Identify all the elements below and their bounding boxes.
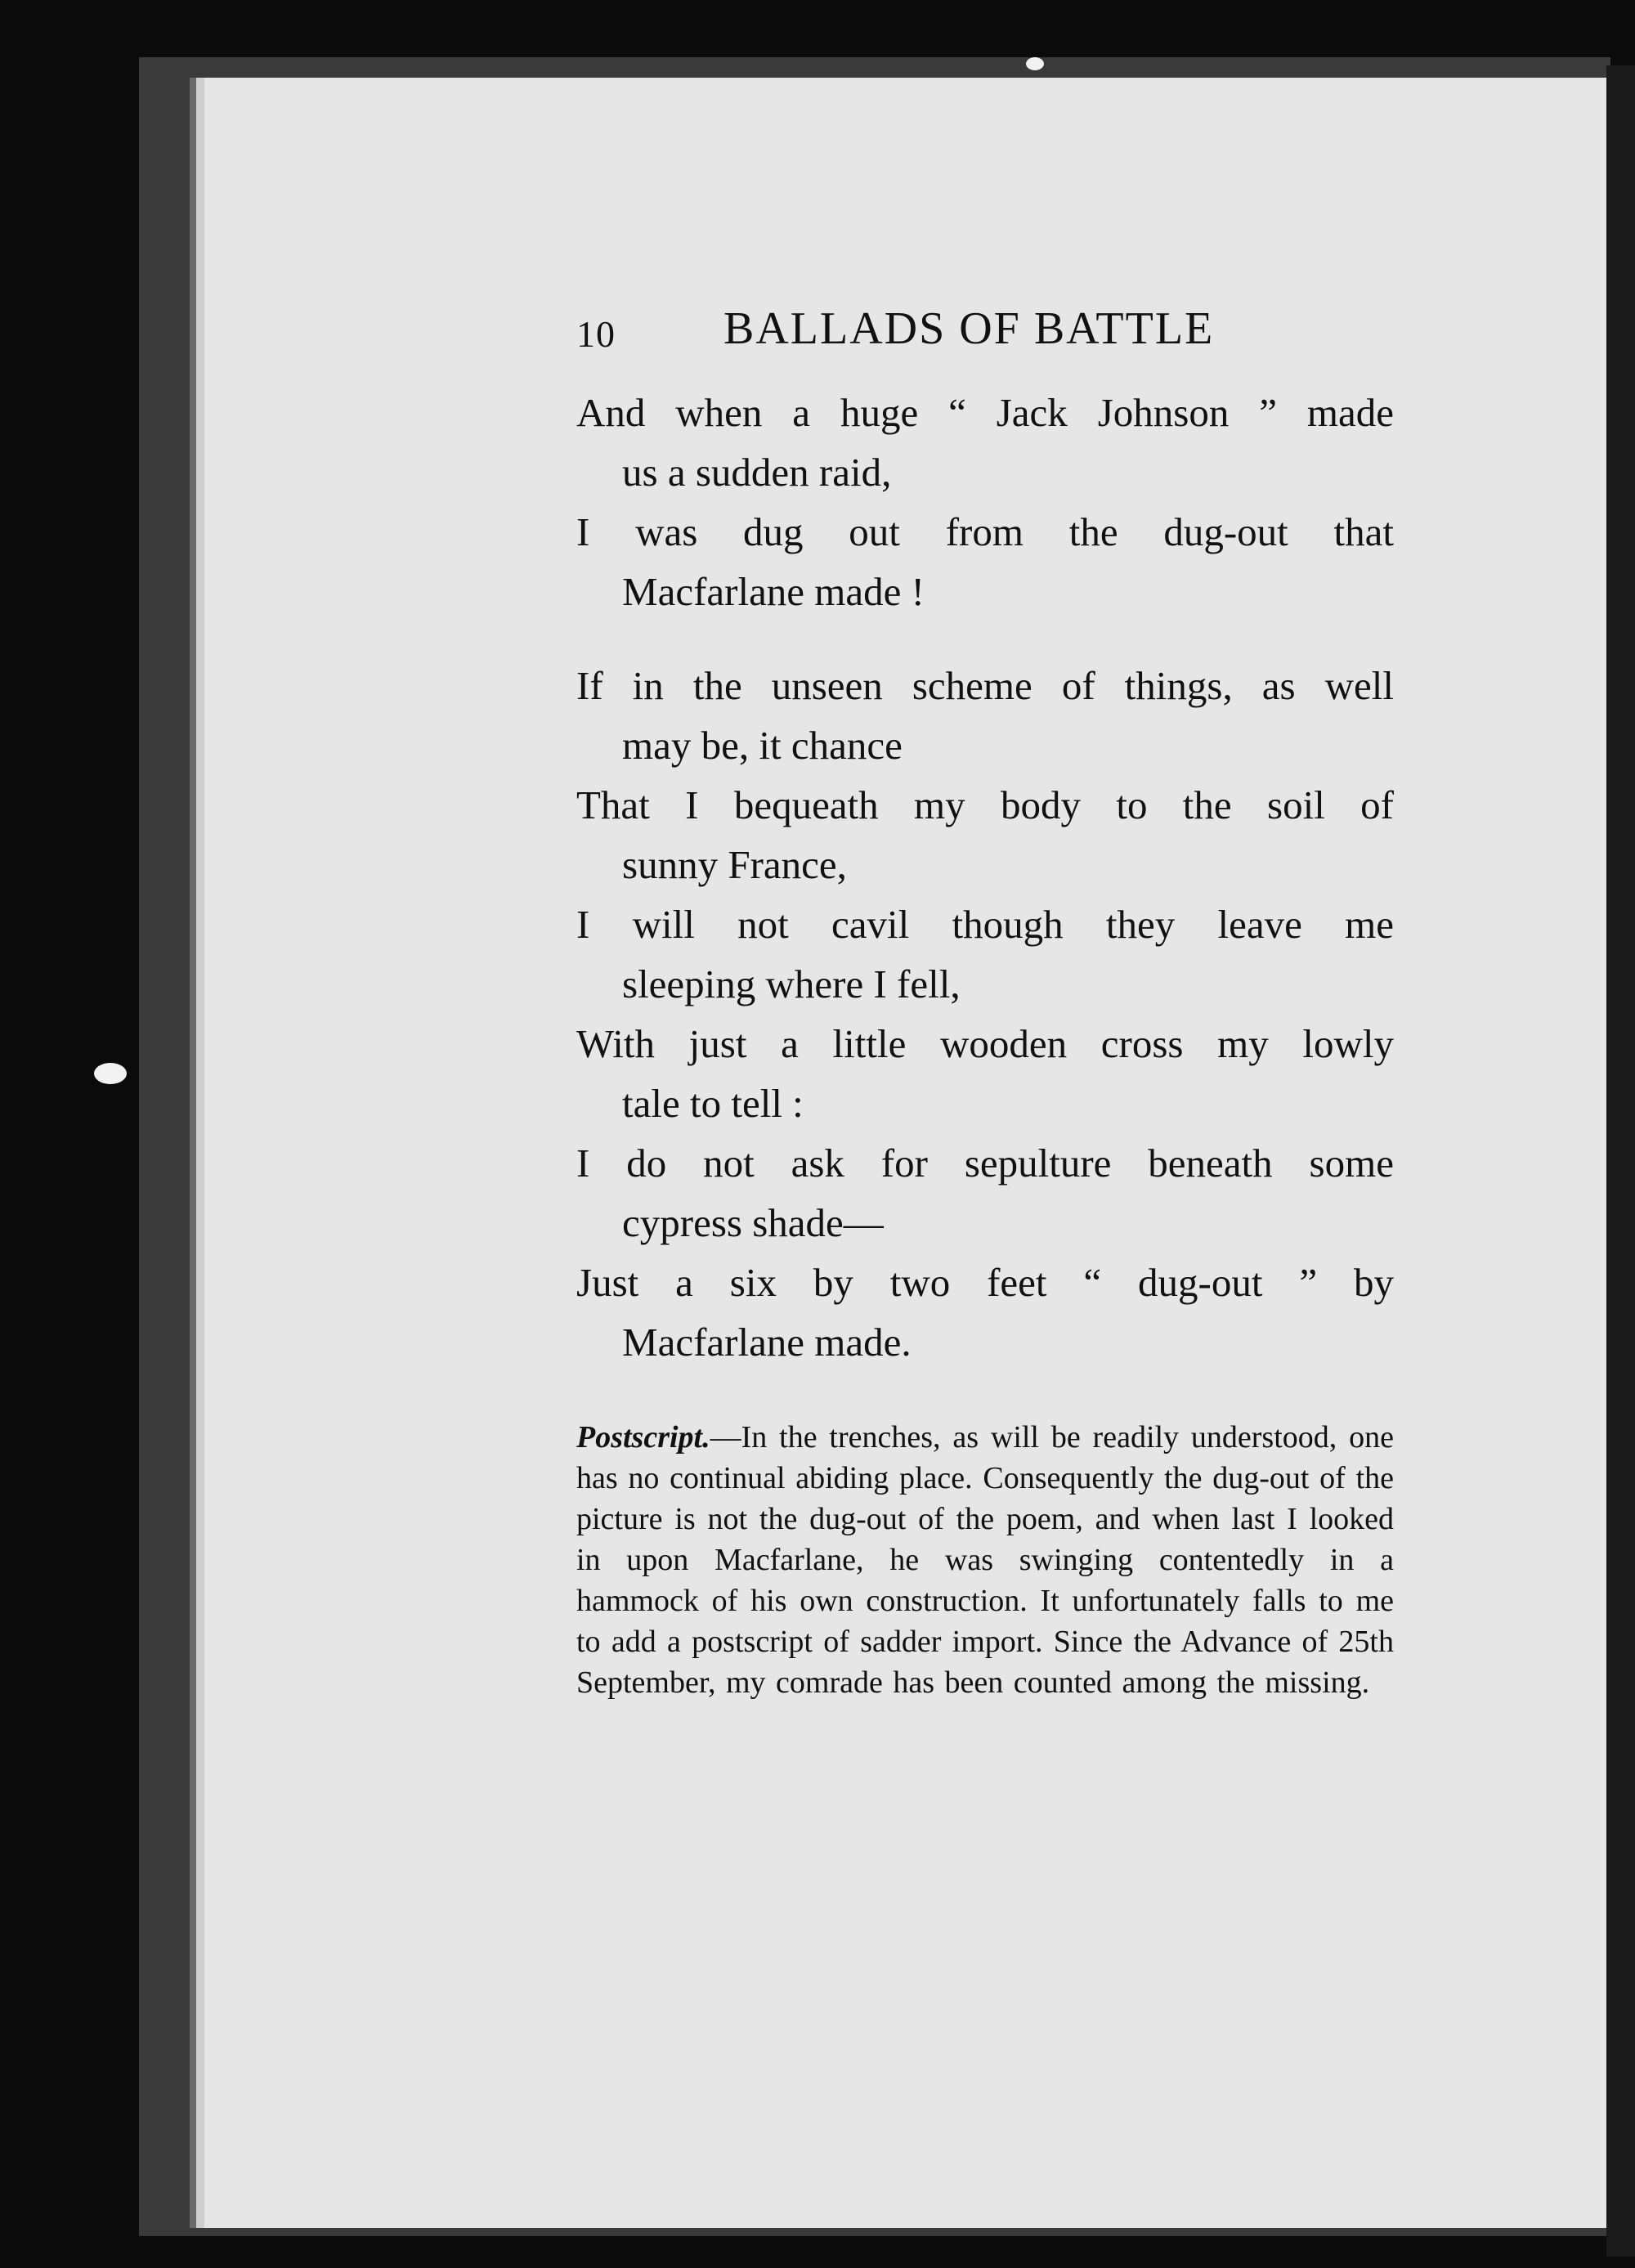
- verse-line: With just a little wooden cross my lowly: [576, 1021, 1394, 1066]
- running-title: BALLADS OF BATTLE: [723, 303, 1215, 354]
- verse-line-continuation: us a sudden raid,: [622, 450, 892, 495]
- verse-line: Just a six by two feet “ dug-out ” by: [576, 1260, 1394, 1305]
- book-right-edge: [1606, 65, 1635, 2257]
- verse-line: If in the unseen scheme of things, as well: [576, 663, 1394, 708]
- scan-speck: [94, 1063, 127, 1084]
- verse-line-continuation: may be, it chance: [622, 723, 903, 768]
- postscript-label: Postscript.: [576, 1420, 710, 1454]
- verse-line: That I bequeath my body to the soil of: [576, 782, 1394, 827]
- verse-line-continuation: sunny France,: [622, 842, 847, 887]
- verse-line-continuation: cypress shade—: [622, 1200, 884, 1245]
- page-text: [576, 303, 1394, 1703]
- stanza-2: [576, 656, 1394, 1372]
- verse-line-continuation: sleeping where I fell,: [622, 961, 961, 1006]
- verse-line: And when a huge “ Jack Johnson ” made: [576, 390, 1394, 435]
- verse-line-continuation: Macfarlane made.: [622, 1320, 912, 1365]
- page-number: 10: [576, 313, 616, 355]
- verse-line: I will not cavil though they leave me: [576, 902, 1394, 947]
- stanza-1: [576, 383, 1394, 621]
- verse-line: I was dug out from the dug-out that: [576, 509, 1394, 554]
- postscript-paragraph: [576, 1417, 1394, 1703]
- verse-line: I do not ask for sepulture beneath some: [576, 1141, 1394, 1186]
- verse-line-continuation: tale to tell :: [622, 1081, 804, 1126]
- scan-speck: [1026, 57, 1044, 70]
- running-header: [576, 303, 1394, 368]
- postscript-text: —In the trenches, as will be readily understood, one has no continual abiding place. Consequently the dug-out of the picture is not the dug-out of the poem, and when last I looked in upon Macfarlane, he was swinging contentedly in a hammock of his own construction. It unfortunately falls to me to add a postscript of sadder import. Since the Advance of 25th September, my comrade has been counted among the missing.: [576, 1420, 1394, 1700]
- verse-line-continuation: Macfarlane made !: [622, 569, 925, 614]
